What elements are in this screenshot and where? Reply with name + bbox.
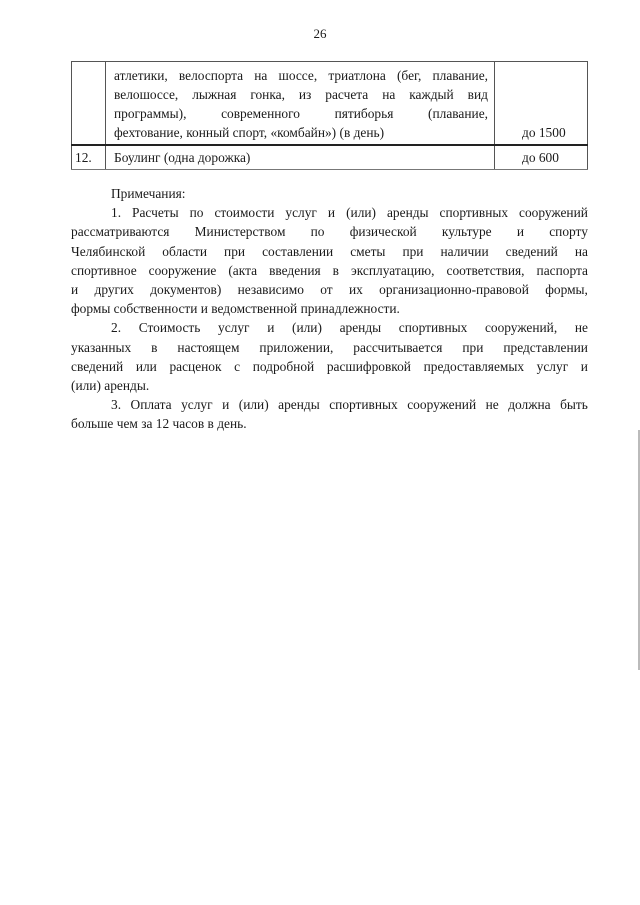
word: по bbox=[310, 224, 325, 240]
word: сооружений, bbox=[484, 320, 558, 336]
notes-section bbox=[71, 184, 588, 434]
word: паспорта bbox=[536, 262, 588, 278]
word: и bbox=[327, 205, 336, 221]
word: спортивных bbox=[329, 397, 398, 413]
word: введения bbox=[269, 262, 321, 278]
word: (или) аренды. bbox=[71, 378, 150, 394]
table-row-continued bbox=[72, 62, 588, 146]
word: услуг bbox=[536, 358, 569, 374]
word: быть bbox=[560, 397, 588, 413]
note-item-3 bbox=[71, 395, 588, 433]
page-number: 26 bbox=[313, 26, 327, 41]
word: велошоссе, bbox=[114, 87, 179, 102]
table-row bbox=[72, 145, 588, 170]
row-number-cell bbox=[72, 62, 106, 146]
description-line bbox=[114, 85, 488, 104]
row-price-cell: до 600 bbox=[495, 145, 588, 170]
word: не bbox=[574, 320, 588, 336]
note-line bbox=[71, 299, 588, 318]
word: услуг bbox=[218, 320, 250, 336]
price-value: до 1500 bbox=[522, 125, 566, 140]
word: стоимости bbox=[214, 205, 275, 221]
word: (или) bbox=[292, 320, 322, 336]
word: в bbox=[151, 339, 158, 355]
notes-heading: Примечания: bbox=[111, 186, 186, 201]
word: эксплуатацию, bbox=[351, 262, 435, 278]
note-line bbox=[71, 280, 588, 299]
description-line bbox=[114, 104, 488, 123]
word: предоставляемых bbox=[423, 358, 525, 374]
word: и bbox=[71, 282, 79, 298]
word: формы, bbox=[545, 282, 588, 298]
word: аренды bbox=[278, 397, 320, 413]
word: организационно-правовой bbox=[379, 282, 529, 298]
note-item-1 bbox=[71, 203, 588, 318]
word: аренды bbox=[339, 320, 382, 336]
word: области bbox=[162, 243, 208, 259]
word: (бег, bbox=[396, 68, 422, 83]
word: аренды bbox=[386, 205, 429, 221]
word: спортивных bbox=[398, 320, 468, 336]
word: расчета bbox=[325, 87, 369, 102]
note-line bbox=[71, 414, 588, 433]
word: рассматриваются bbox=[71, 224, 170, 240]
word: шоссе, bbox=[278, 68, 318, 83]
word: в bbox=[332, 262, 339, 278]
word: гонка, bbox=[250, 87, 285, 102]
word: расценок bbox=[169, 358, 222, 374]
word: сведений bbox=[505, 243, 558, 259]
word: пятиборья bbox=[334, 106, 394, 121]
word: на bbox=[382, 87, 396, 102]
word: лыжная bbox=[192, 87, 237, 102]
word: Расчеты bbox=[132, 205, 179, 221]
word: с bbox=[234, 358, 241, 374]
note-line bbox=[71, 242, 588, 261]
row-description-cell bbox=[106, 62, 495, 146]
word: на bbox=[574, 243, 588, 259]
word: от bbox=[320, 282, 333, 298]
note-line bbox=[71, 203, 588, 222]
description-line bbox=[114, 123, 488, 142]
word: сооружений bbox=[407, 397, 477, 413]
word: должна bbox=[508, 397, 551, 413]
row-price-cell bbox=[495, 62, 588, 146]
word: современного bbox=[221, 106, 300, 121]
word: сметы bbox=[350, 243, 386, 259]
word: рассчитывается bbox=[353, 339, 443, 355]
word: и bbox=[267, 320, 275, 336]
word: Стоимость bbox=[138, 320, 201, 336]
word: триатлона bbox=[328, 68, 386, 83]
word: настоящем bbox=[177, 339, 240, 355]
word: (плавание, bbox=[428, 106, 488, 121]
word: плавание, bbox=[432, 68, 488, 83]
pricing-table bbox=[71, 61, 588, 170]
word: Министерством bbox=[194, 224, 286, 240]
word: фехтование, конный спорт, «комбайн») (в день) bbox=[114, 125, 385, 140]
word: на bbox=[254, 68, 268, 83]
description-line bbox=[114, 66, 488, 85]
word: из bbox=[298, 87, 312, 102]
note-line bbox=[71, 395, 588, 414]
word: и bbox=[222, 397, 230, 413]
word: Оплата bbox=[130, 397, 172, 413]
word: 2. bbox=[111, 320, 122, 336]
word: спорту bbox=[549, 224, 588, 240]
word: культуре bbox=[441, 224, 492, 240]
word: подробной bbox=[252, 358, 315, 374]
word: спортивное bbox=[71, 262, 137, 278]
word: велоспорта bbox=[178, 68, 244, 83]
word: не bbox=[485, 397, 499, 413]
word: формы собственности и ведомственной принадлежности. bbox=[71, 301, 400, 317]
word: других bbox=[94, 282, 134, 298]
word: наличии bbox=[440, 243, 489, 259]
word: (или) bbox=[346, 205, 376, 221]
word: каждый bbox=[409, 87, 454, 102]
word: при bbox=[462, 339, 484, 355]
word: (акта bbox=[228, 262, 258, 278]
word: соответствия, bbox=[446, 262, 525, 278]
word: и bbox=[580, 358, 588, 374]
row-description-cell: Боулинг (одна дорожка) bbox=[106, 145, 495, 170]
note-line bbox=[71, 318, 588, 337]
word: услуг bbox=[285, 205, 317, 221]
word: программы), bbox=[114, 106, 187, 121]
word: их bbox=[348, 282, 363, 298]
row-number-cell: 12. bbox=[72, 145, 106, 170]
note-line bbox=[71, 357, 588, 376]
word: представлении bbox=[503, 339, 588, 355]
word: составлении bbox=[262, 243, 334, 259]
note-item-2 bbox=[71, 318, 588, 395]
word: сооружений bbox=[519, 205, 588, 221]
word: 3. bbox=[111, 397, 122, 413]
word: документов) bbox=[150, 282, 222, 298]
word: 1. bbox=[111, 205, 122, 221]
word: приложении, bbox=[259, 339, 334, 355]
word: (или) bbox=[238, 397, 269, 413]
word: Челябинской bbox=[71, 243, 146, 259]
word: при bbox=[224, 243, 246, 259]
word: при bbox=[402, 243, 424, 259]
word: атлетики, bbox=[114, 68, 168, 83]
note-line bbox=[71, 261, 588, 280]
word: услуг bbox=[181, 397, 213, 413]
word: и bbox=[516, 224, 525, 240]
word: спортивных bbox=[439, 205, 509, 221]
note-line bbox=[71, 376, 588, 395]
word: расшифровкой bbox=[326, 358, 411, 374]
word: физической bbox=[349, 224, 417, 240]
word: больше чем за 12 часов в день. bbox=[71, 416, 247, 432]
word: сведений bbox=[71, 358, 124, 374]
word: независимо bbox=[237, 282, 304, 298]
word: по bbox=[189, 205, 204, 221]
word: сооружение bbox=[148, 262, 217, 278]
note-line bbox=[71, 338, 588, 357]
word: вид bbox=[467, 87, 488, 102]
word: указанных bbox=[71, 339, 132, 355]
note-line bbox=[71, 222, 588, 241]
word: или bbox=[135, 358, 157, 374]
